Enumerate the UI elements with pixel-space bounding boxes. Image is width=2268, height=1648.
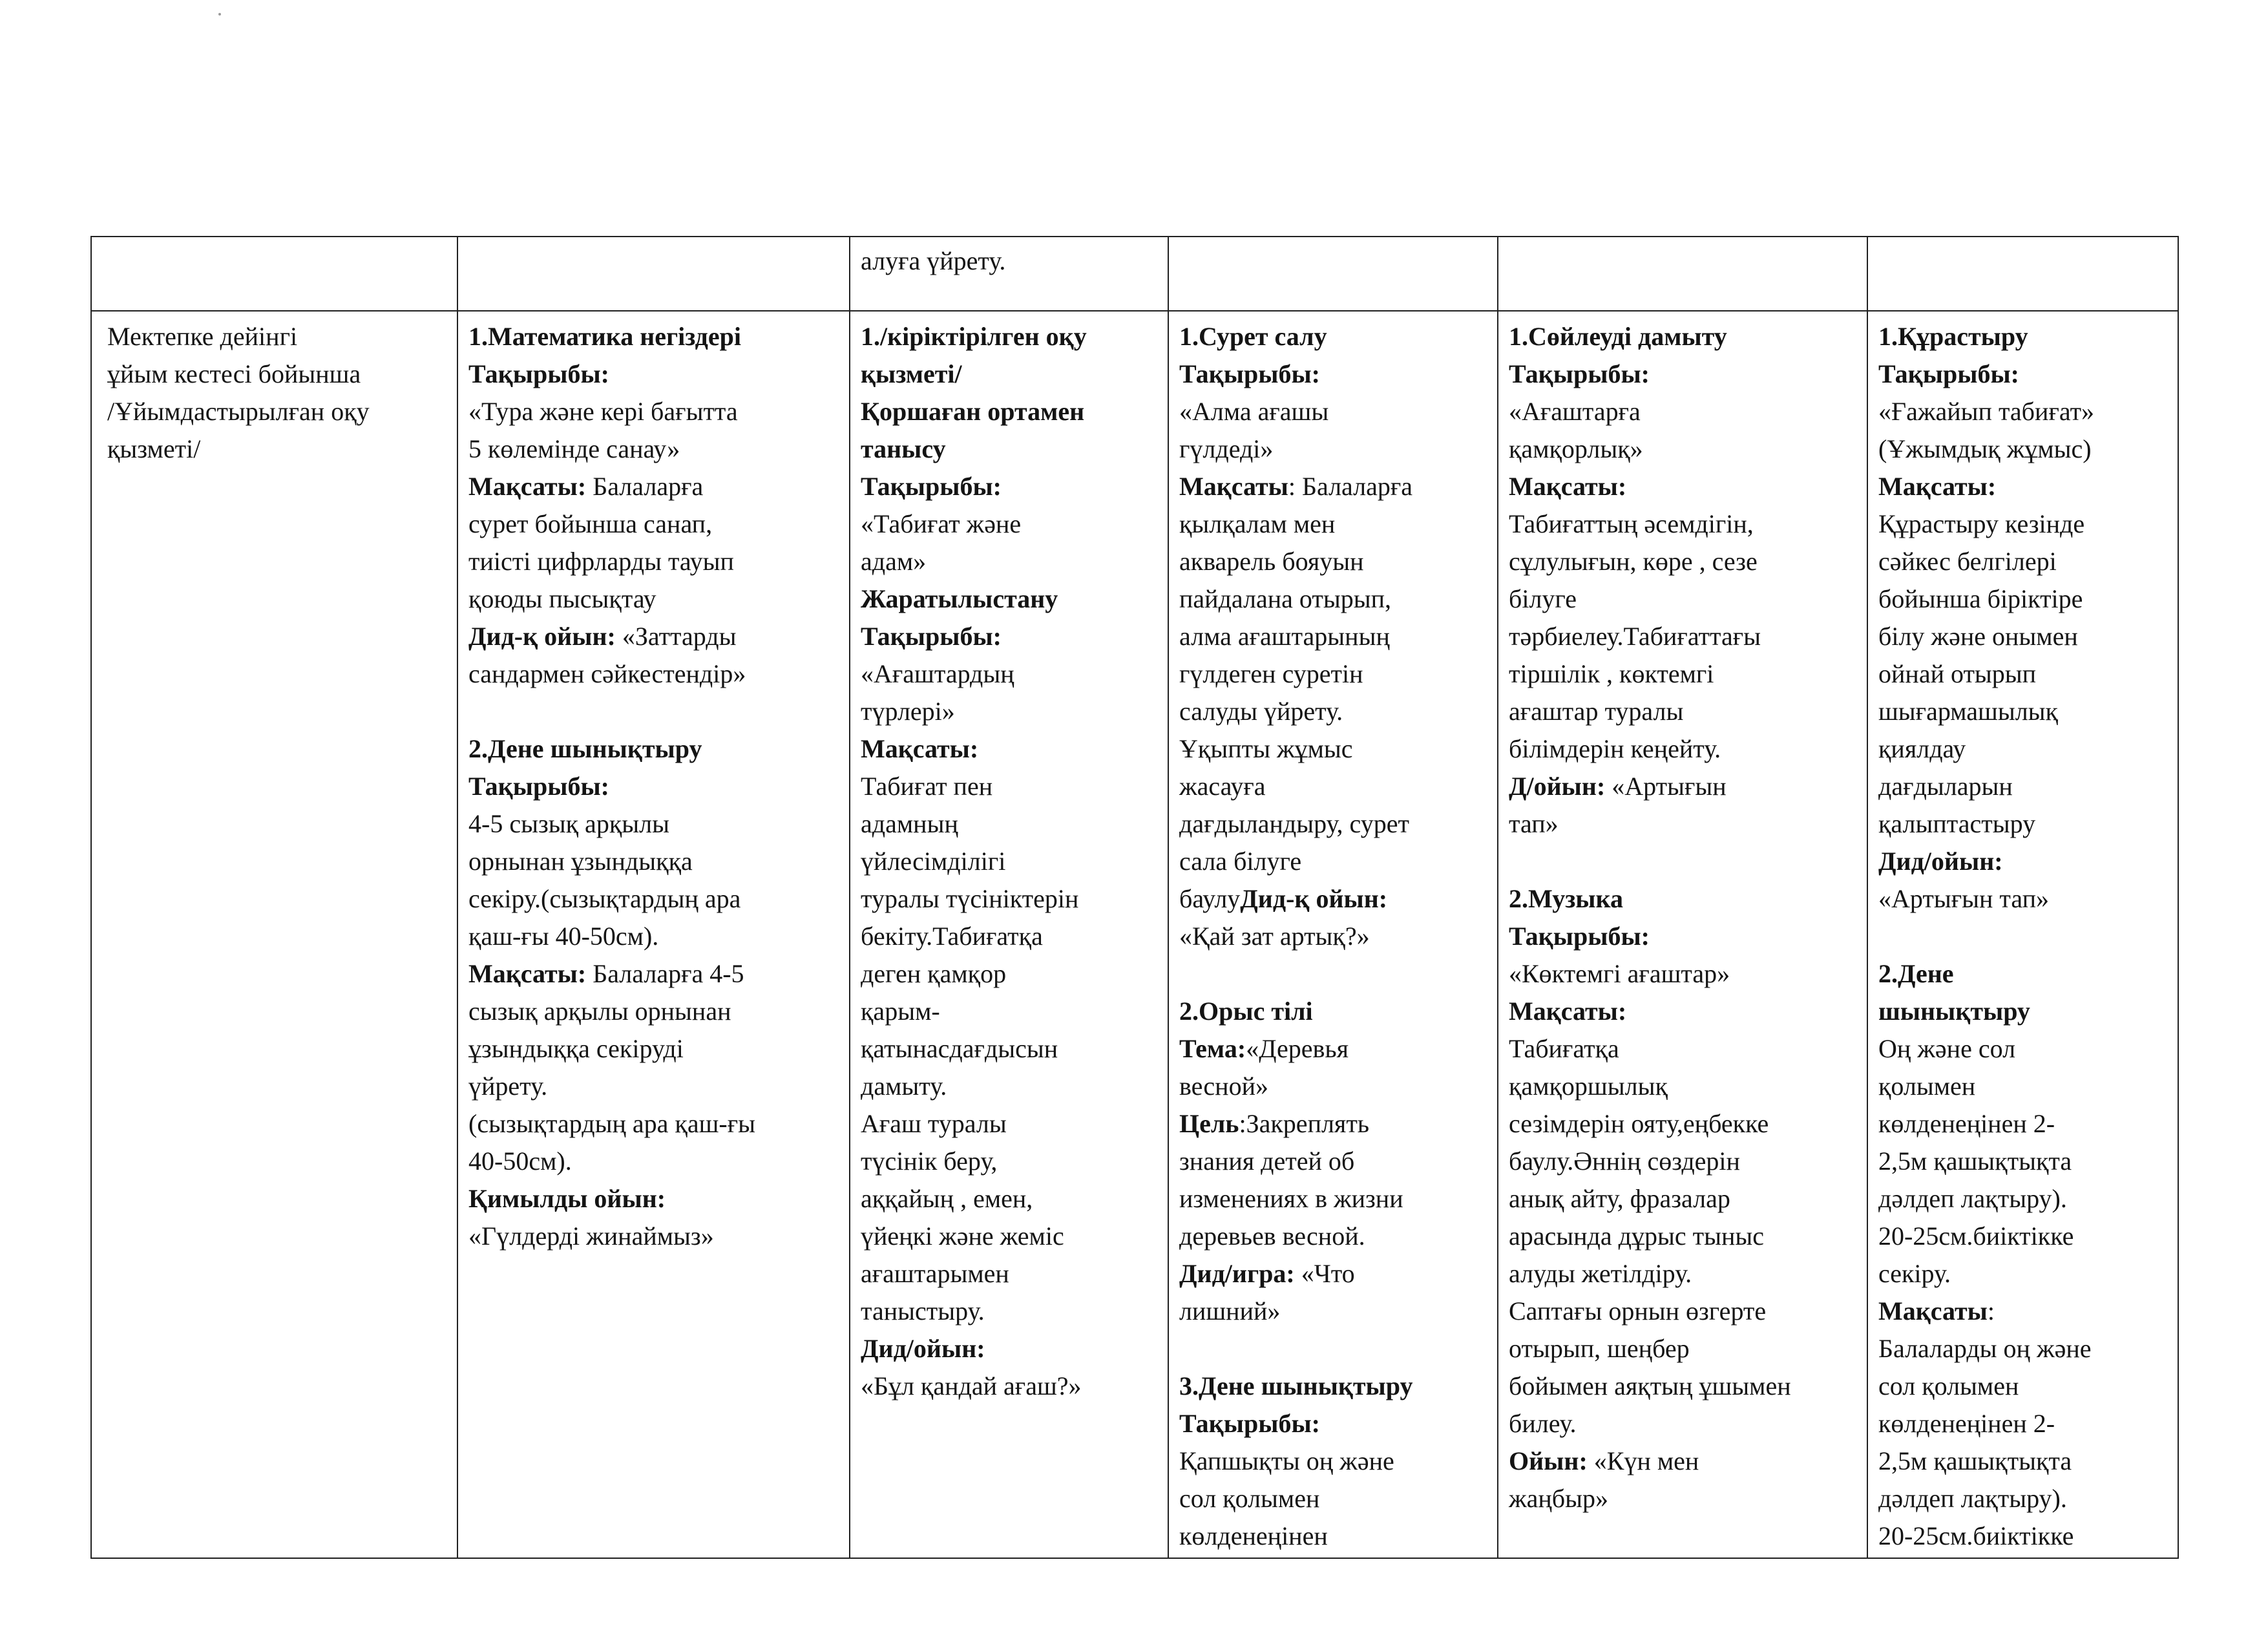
- bold-label: [468, 355, 840, 393]
- text-line: [1509, 393, 1858, 468]
- body-text: Балаларға 4-5 сызық арқылы орнынан ұзындыққа секіруді үйрету. (сызықтардың ара қаш-ғы 40-50см).: [468, 959, 755, 1176]
- heading-text: Тақырыбы:: [1509, 359, 1650, 388]
- body-text: «Заттарды сандармен сәйкестендір»: [468, 622, 746, 688]
- heading-text: Мақсаты: [1878, 1296, 1988, 1326]
- bold-label: [1509, 468, 1858, 505]
- bold-label: [1509, 918, 1858, 955]
- text-line: [468, 393, 840, 468]
- heading-text: 1./кіріктірілген оқу қызметі/ Қоршаған ортамен танысу: [861, 322, 1087, 463]
- table-cell: [850, 311, 1168, 1558]
- bold-label: [468, 955, 840, 1180]
- heading-text: Дид/ойын:: [861, 1334, 985, 1363]
- body-text: «Ағаштарға қамқорлық»: [1509, 397, 1643, 463]
- text-line: [861, 768, 1159, 1330]
- table-cell: [457, 237, 850, 311]
- bold-label: [1878, 318, 2168, 355]
- heading-text: 2.Музыка: [1509, 884, 1623, 913]
- continued-text: алуға үйрету.: [861, 246, 1006, 275]
- body-text: «Гүлдерді жинаймыз»: [468, 1221, 714, 1251]
- heading-text: Дид-қ ойын:: [468, 622, 616, 651]
- heading-text: Жаратылыстану: [861, 584, 1058, 613]
- bold-label: [1179, 472, 1412, 913]
- blank-line: [1179, 1330, 1488, 1368]
- body-text: «Күн мен жаңбыр»: [1509, 1446, 1699, 1513]
- body-text: «Что лишний»: [1179, 1259, 1355, 1326]
- heading-text: Мақсаты: [1179, 472, 1288, 501]
- bold-label: [1878, 468, 2168, 505]
- heading-text: Дид/ойын:: [1878, 847, 2003, 876]
- heading-text: Тема:: [1179, 1034, 1246, 1063]
- friday-activities: [1868, 312, 2178, 1555]
- body-text: : Балаларды оң және сол қолымен көлденеңінен 2- 2,5м қашықтықта дәлдеп лақтыру). 20-25см.биіктікке: [1878, 1296, 2092, 1550]
- bold-label: [1179, 1030, 1488, 1105]
- table-row: [91, 311, 2178, 1558]
- bold-label: [468, 730, 840, 768]
- text-line: [861, 505, 1159, 580]
- bold-label: [1179, 1105, 1488, 1255]
- heading-text: Тақырыбы:: [1509, 922, 1650, 951]
- bold-label: [1509, 880, 1858, 918]
- scan-speck: [218, 13, 221, 16]
- body-text: «Артығын тап»: [1509, 772, 1727, 838]
- table-cell: [1867, 311, 2178, 1558]
- heading-text: Мақсаты:: [1509, 997, 1627, 1026]
- body-text: 4-5 сызық арқылы орнынан ұзындыққа секіру.(сызықтардың ара қаш-ғы 40-50см).: [468, 809, 741, 951]
- table-cell: [91, 237, 457, 311]
- heading-text: Дид-қ ойын:: [1240, 884, 1388, 913]
- heading-text: Мақсаты:: [468, 472, 587, 501]
- bold-label: [1179, 355, 1488, 393]
- text-line: [1179, 918, 1488, 955]
- heading-text: Д/ойын:: [1509, 772, 1606, 801]
- body-text: :Закреплять знания детей об изменениях в жизни деревьев весной.: [1179, 1109, 1403, 1251]
- heading-text: Ойын:: [1509, 1446, 1588, 1475]
- body-text: Қапшықты оң және сол қолымен көлденеңінен: [1179, 1446, 1394, 1550]
- text-line: [1509, 1030, 1858, 1442]
- body-text: «Алма ағашы гүлдеді»: [1179, 397, 1329, 463]
- table-cell: [1168, 311, 1498, 1558]
- bold-label: [468, 618, 840, 693]
- body-text: «Қай зат артық?»: [1179, 922, 1370, 951]
- heading-text: 1.Математика негіздері: [468, 322, 741, 351]
- bold-label: [1179, 1255, 1488, 1330]
- heading-text: Мақсаты:: [1509, 472, 1627, 501]
- text-line: [861, 1368, 1159, 1405]
- bold-label: [1878, 955, 2168, 1030]
- text-line: [1509, 505, 1858, 768]
- body-text: «Деревья весной»: [1179, 1034, 1349, 1101]
- heading-text: Мақсаты:: [861, 734, 979, 763]
- heading-text: Тақырыбы:: [861, 472, 1002, 501]
- monday-activities: [458, 312, 849, 1255]
- bold-label: [1509, 318, 1858, 355]
- heading-text: 1.Сурет салу: [1179, 322, 1327, 351]
- body-text: «Көктемгі ағаштар»: [1509, 959, 1730, 988]
- heading-text: Мақсаты:: [1878, 472, 1997, 501]
- blank-line: [1878, 918, 2168, 955]
- text-line: [1179, 393, 1488, 468]
- body-text: Оң және сол қолымен көлденеңінен 2- 2,5м қашықтықта дәлдеп лақтыру). 20-25см.биіктікке секіру.: [1878, 1034, 2074, 1288]
- wednesday-activities: [1169, 312, 1497, 1555]
- bold-label: [861, 318, 1159, 468]
- blank-line: [1179, 955, 1488, 993]
- heading-text: 2.Дене шынықтыру: [1878, 959, 2030, 1026]
- heading-text: 2.Орыс тілі: [1179, 997, 1313, 1026]
- heading-text: Тақырыбы:: [468, 359, 609, 388]
- table-cell: [1867, 237, 2178, 311]
- text-line: [1878, 505, 2168, 843]
- row-header: Мектепке дейінгі ұйым кестесі бойынша /Ұйымдастырылған оқу қызметі/: [107, 322, 370, 463]
- text-line: [1878, 880, 2168, 918]
- heading-text: Цель: [1179, 1109, 1239, 1138]
- body-text: : Балаларға қылқалам мен акварель бояуын пайдалана отырып, алма ағаштарының гүлдеген суретін салуды үйрету. Ұқыпты жұмыс жасауға дағдыландыру, сурет сала білуге баулу: [1179, 472, 1413, 913]
- table-cell: [1498, 237, 1867, 311]
- bold-label: [1179, 1368, 1488, 1405]
- bold-label: [1179, 318, 1488, 355]
- blank-line: [1509, 843, 1858, 880]
- schedule-table: [90, 236, 2179, 1559]
- bold-label: [468, 768, 840, 805]
- body-text: «Табиғат және адам»: [861, 509, 1022, 576]
- bold-label: [1509, 993, 1858, 1030]
- bold-label: [1509, 355, 1858, 393]
- bold-label: [468, 1180, 840, 1218]
- bold-label: [468, 468, 840, 618]
- heading-text: Тақырыбы:: [1878, 359, 2019, 388]
- text-line: [1878, 393, 2168, 468]
- bold-label: [1878, 843, 2168, 880]
- table-cell: [850, 237, 1168, 311]
- bold-label: [1509, 768, 1858, 843]
- heading-text: Қимылды ойын:: [468, 1184, 666, 1213]
- heading-text: 3.Дене шынықтыру: [1179, 1371, 1413, 1400]
- text-line: [1509, 955, 1858, 993]
- text-line: [468, 805, 840, 955]
- bold-label: [1509, 1442, 1858, 1517]
- bold-label: [861, 730, 1159, 768]
- text-line: [861, 655, 1159, 730]
- bold-label: [1179, 993, 1488, 1030]
- bold-label: [861, 618, 1159, 655]
- heading-text: Тақырыбы:: [1179, 1409, 1320, 1438]
- body-text: «Артығын тап»: [1878, 884, 2050, 913]
- heading-text: Тақырыбы:: [468, 772, 609, 801]
- bold-label: [468, 318, 840, 355]
- bold-label: [1240, 884, 1387, 913]
- text-line: [1878, 1030, 2168, 1293]
- bold-label: [1878, 1293, 2168, 1555]
- body-text: Құрастыру кезінде сәйкес белгілері бойынша біріктіре білу және онымен ойнай отырып шығармашылық қиялдау дағдыларын қалыптастыру: [1878, 509, 2085, 838]
- table-row: [91, 237, 2178, 311]
- heading-text: Мақсаты:: [468, 959, 587, 988]
- body-text: Табиғаттың әсемдігін, сұлулығын, көре , сезе білуге тәрбиелеу.Табиғаттағы тіршілік , көктемгі ағаштар туралы білімдерін кеңейту.: [1509, 509, 1761, 763]
- blank-line: [468, 693, 840, 730]
- body-text: «Ағаштардың түрлері»: [861, 659, 1014, 726]
- thursday-activities: [1498, 312, 1867, 1517]
- body-text: «Тура және кері бағытта 5 көлемінде санау»: [468, 397, 738, 463]
- heading-text: Тақырыбы:: [1179, 359, 1320, 388]
- bold-label: [861, 1330, 1159, 1368]
- table-cell: [91, 311, 457, 1558]
- body-text: Балаларға сурет бойынша санап, тиісті цифрларды тауып қоюды пысықтау: [468, 472, 734, 613]
- body-text: «Бұл қандай ағаш?»: [861, 1371, 1082, 1400]
- heading-text: 2.Дене шынықтыру: [468, 734, 702, 763]
- bold-label: [1878, 355, 2168, 393]
- table-cell: [457, 311, 850, 1558]
- bold-label: [861, 468, 1159, 505]
- heading-text: 1.Сөйлеуді дамыту: [1509, 322, 1727, 351]
- tuesday-activities: [850, 312, 1168, 1405]
- table-cell: [1168, 237, 1498, 311]
- bold-label: [1179, 1405, 1488, 1442]
- body-text: «Ғажайып табиғат» (Ұжымдық жұмыс): [1878, 397, 2095, 463]
- text-line: [1179, 1442, 1488, 1555]
- heading-text: 1.Құрастыру: [1878, 322, 2028, 351]
- heading-text: Дид/игра:: [1179, 1259, 1295, 1288]
- body-text: Табиғатқа қамқоршылық сезімдерін ояту,еңбекке баулу.Әннің сөздерін анық айту, фразалар арасында дұрыс тыныс алуды жетілдіру. Саптағы орнын өзгерте отырып, шеңбер бойымен аяқтың ұшымен билеу.: [1509, 1034, 1791, 1438]
- heading-text: Тақырыбы:: [861, 622, 1002, 651]
- bold-label: [861, 580, 1159, 618]
- table-cell: [1498, 311, 1867, 1558]
- body-text: Табиғат пен адамның үйлесімділігі туралы түсініктерін бекіту.Табиғатқа деген қамқор қарым- қатынасдағдысын дамыту. Ағаш туралы түсінік беру, аққайың , емен, үйеңкі және жеміс ағаштарымен таныстыру.: [861, 772, 1079, 1326]
- text-line: [468, 1218, 840, 1255]
